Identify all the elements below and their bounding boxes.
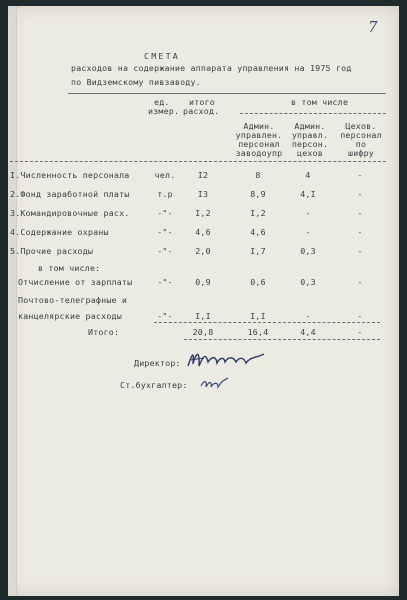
row-col1: 8,9 (250, 189, 266, 199)
header-including: в том числе (291, 97, 349, 107)
row-unit: -"- (157, 277, 173, 287)
totals-col2: 4,4 (300, 327, 316, 337)
row-col2: 4 (305, 170, 311, 180)
row-col1: I,I (250, 311, 266, 321)
page-edge (10, 6, 17, 596)
row-unit: -"- (157, 311, 173, 321)
row-col1: I,2 (250, 208, 266, 218)
row-col1: 8 (255, 170, 261, 180)
totals-label: Итого: (88, 327, 120, 337)
header-sub-rule (240, 113, 386, 114)
row-col3: - (357, 227, 363, 237)
row-label: Почтово-телеграфные и (18, 295, 128, 305)
accountant-signature (198, 374, 232, 392)
header-sub2-line3: персон. (291, 139, 329, 149)
header-sub1-line3: персонал (238, 139, 280, 149)
header-sub3-line3: по (355, 139, 367, 149)
row-total: I2 (197, 170, 209, 180)
row-label: канцелярские расходы (18, 311, 122, 321)
row-label: 2.Фонд заработной платы (10, 189, 130, 199)
row-col3: - (357, 311, 363, 321)
accountant-label: Ст.бухгалтер: (120, 380, 188, 390)
row-total: I,2 (195, 208, 211, 218)
subtitle-line-2: по Видземскому пивзаводу. (71, 77, 201, 87)
header-sub3-line1: Цехов. (345, 121, 377, 131)
row-unit: -"- (157, 227, 173, 237)
header-bottom-rule (10, 161, 386, 162)
page-number: 7 (368, 18, 378, 36)
row-total: 4,6 (195, 227, 211, 237)
row-total: I,I (195, 311, 211, 321)
director-signature (184, 346, 268, 374)
row-label: 4.Содержание охраны (10, 227, 109, 237)
row-unit: т.р (157, 189, 173, 199)
header-sub2-line1: Админ. (294, 121, 326, 131)
row-col2: - (305, 227, 311, 237)
row-unit: -"- (157, 208, 173, 218)
header-unit-2: измер. (148, 106, 180, 116)
header-sub1-line1: Админ. (243, 121, 275, 131)
row-col3: - (357, 170, 363, 180)
totals-total: 20,8 (192, 327, 214, 337)
table-top-rule (68, 93, 386, 94)
header-sub2-line4: цехов (297, 148, 323, 158)
row-label: 5.Прочие расходы (10, 246, 94, 256)
row-col1: 4,6 (250, 227, 266, 237)
totals-bottom-rule (184, 339, 380, 340)
row-label: Отчисление от зарплаты (18, 277, 133, 287)
totals-top-rule (154, 322, 380, 323)
row-col3: - (357, 277, 363, 287)
totals-col3: - (357, 327, 363, 337)
row-col2: 0,3 (300, 246, 316, 256)
header-sub3-line4: шифру (348, 148, 374, 158)
row-col2: - (305, 311, 311, 321)
header-sub1-line2: управлен. (235, 130, 283, 140)
row-col3: - (357, 246, 363, 256)
row-col2: 4,I (300, 189, 316, 199)
header-total-1: итого (189, 97, 215, 107)
header-unit-1: ед. (154, 97, 170, 107)
row-unit: чел. (154, 170, 176, 180)
document-page (8, 6, 399, 596)
subtitle-line-1: расходов на содержание аппарата управления на 1975 год (71, 63, 352, 73)
row-col1: I,7 (250, 246, 266, 256)
row-unit: -"- (157, 246, 173, 256)
header-sub1-line4: заводоупр (235, 148, 283, 158)
row-label: в том числе: (38, 263, 101, 273)
director-label: Директор: (134, 358, 181, 368)
row-col1: 0,6 (250, 277, 266, 287)
row-total: 0,9 (195, 277, 211, 287)
header-total-2: расход. (183, 106, 220, 116)
document-title: СМЕТА (144, 51, 180, 61)
header-sub2-line2: управл. (291, 130, 329, 140)
row-label: 3.Командировочные расх. (10, 208, 130, 218)
row-col2: - (305, 208, 311, 218)
row-col2: 0,3 (300, 277, 316, 287)
header-sub3-line2: персонал (340, 130, 382, 140)
row-col3: - (357, 208, 363, 218)
row-total: 2,0 (195, 246, 211, 256)
row-total: I3 (197, 189, 209, 199)
totals-col1: 16,4 (247, 327, 269, 337)
row-label: I.Численность персонала (10, 170, 130, 180)
row-col3: - (357, 189, 363, 199)
